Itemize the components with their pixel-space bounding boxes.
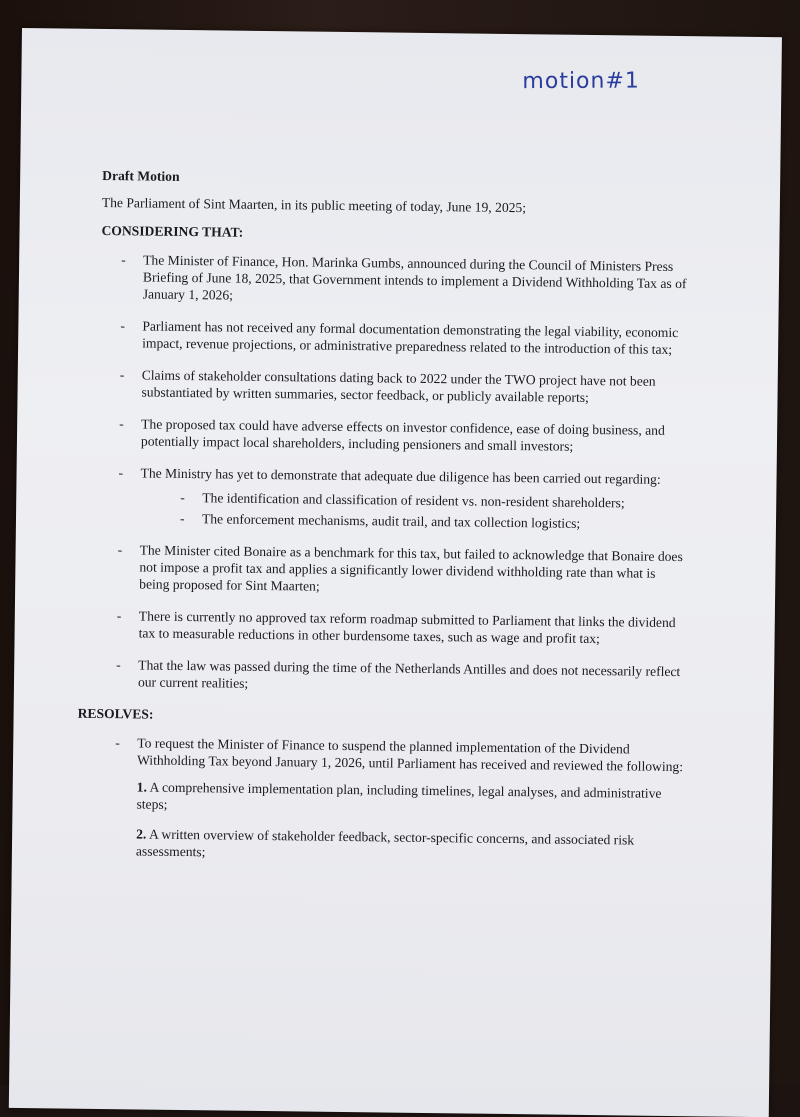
numbered-item <box>136 825 684 866</box>
bullet-dash: - <box>121 252 126 268</box>
list-item-text: The Minister of Finance, Hon. Marinka Gumbs, announced during the Council of Ministers Press Briefing of June 18, 2025, that Government intends to implement a Dividend Withholding Tax as of January 1, 2026; <box>142 252 687 303</box>
list-item-text: To request the Minister of Finance to suspend the planned implementation of the Dividend Withholding Tax beyond January 1, 2026, until Parliament has received and reviewed the following: <box>136 735 684 775</box>
list-item <box>117 541 688 599</box>
sub-list-item <box>180 489 688 512</box>
list-item-text: The proposed tax could have adverse effects on investor confidence, ease of doing business, and potentially impact local shareholders, including pensioners and small investors; <box>140 416 665 454</box>
bullet-dash: - <box>180 489 185 506</box>
bullet-dash: - <box>119 416 124 432</box>
bullet-dash: - <box>117 542 123 558</box>
list-item-text: The Ministry has yet to demonstrate that adequate due diligence has been carried out regarding: <box>140 465 661 487</box>
resolves-heading: RESOLVES: <box>77 705 154 722</box>
bullet-dash: - <box>116 657 121 673</box>
list-item <box>118 464 689 533</box>
document-title: Draft Motion <box>102 167 180 184</box>
list-item-text: The Minister cited Bonaire as a benchmark for this tax, but failed to acknowledge that Bonaire does not impose a profit tax and applies a significantly lower dividend withholding rate than what is being proposed for Sint Maarten; <box>139 542 683 594</box>
list-item <box>116 656 686 697</box>
numbered-item-text: A comprehensive implementation plan, including timelines, legal analyses, and administrative steps; <box>136 779 662 812</box>
bullet-dash: - <box>119 367 125 383</box>
paper-sheet <box>9 28 782 1117</box>
numbered-item-text: A written overview of stakeholder feedback, sector-specific concerns, and associated risk assessments; <box>135 826 635 860</box>
list-item-text: That the law was passed during the time of the Netherlands Antilles and does not necessarily reflect our current realities; <box>137 657 681 691</box>
bullet-dash: - <box>115 735 120 751</box>
sub-list-item-text: The identification and classification of resident vs. non-resident shareholders; <box>202 490 625 511</box>
sub-list-item-text: The enforcement mechanisms, audit trail, and tax collection logistics; <box>201 511 581 531</box>
intro-paragraph: The Parliament of Sint Maarten, in its public meeting of today, June 19, 2025; <box>101 194 527 216</box>
considering-list <box>96 251 691 697</box>
list-item <box>121 251 692 309</box>
list-item <box>119 366 689 407</box>
item-number: 1. <box>136 779 148 795</box>
list-item-text: Claims of stakeholder consultations dating back to 2022 under the TWO project have not been substantiated by written summaries, sector feedback, or publicly available reports; <box>141 367 656 405</box>
list-item-text: Parliament has not received any formal documentation demonstrating the legal viability, economic impact, revenue projections, or administrative preparedness related to the introduction of this tax; <box>142 318 679 357</box>
list-item <box>114 734 685 866</box>
considering-heading: CONSIDERING THAT: <box>101 222 244 240</box>
diligence-sublist <box>140 488 688 533</box>
item-number: 2. <box>136 826 147 842</box>
bullet-dash: - <box>118 465 124 481</box>
bullet-dash: - <box>179 510 185 527</box>
handwritten-note: motion#1 <box>521 68 640 95</box>
list-item <box>119 415 689 456</box>
bullet-dash: - <box>120 318 125 334</box>
bullet-dash: - <box>116 608 122 624</box>
list-item-text: There is currently no approved tax reform roadmap submitted to Parliament that links the dividend tax to measurable reductions in other burdensome taxes, such as wage and profit tax; <box>138 608 676 647</box>
list-item <box>120 317 690 358</box>
sub-list-item <box>180 510 688 533</box>
numbered-item <box>136 778 684 819</box>
list-item <box>117 607 687 648</box>
resolves-list <box>94 734 685 866</box>
document-body <box>77 167 693 881</box>
